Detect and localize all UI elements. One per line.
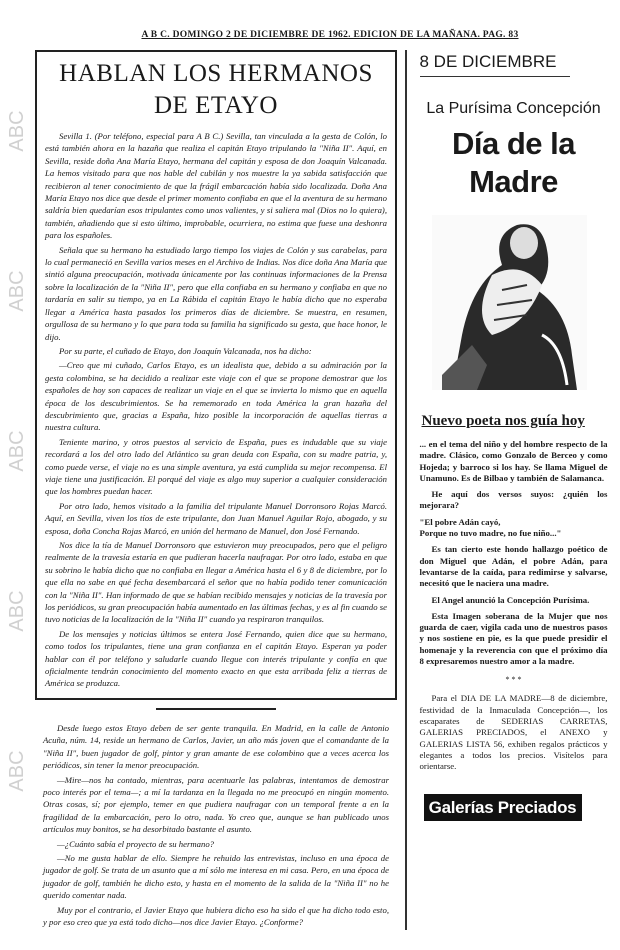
sidebar-paragraph: El Angel anunció la Concepción Purísima. — [431, 594, 590, 605]
article-paragraph: Desde luego estos Etayo deben de ser gente tranquila. En Madrid, en la calle de Antonio Acuña, núm. 14, reside un hermano de Carlos, Javier, un año más joven que el comandante de la "Niña II", buen jugador de golf, pintor y gran amante de ese colombino que a veces acerca los periódicos, sin tener la menor preocupación. — [43, 722, 389, 771]
sidebar-paragraph: Esta Imagen soberana de la Mujer que nos guarda de caer, vigila cada uno de nuestros pasos y nos sostiene en pie, es la que puede presidir el homenaje y la reverencia con que el próximo día 8 expresaremos nuestro amor a la madre. — [419, 610, 608, 667]
abc-watermark: ABC — [6, 110, 28, 152]
article-box — [35, 50, 397, 700]
sidebar-date: 8 DE DICIEMBRE — [420, 52, 570, 77]
article-continuation — [35, 700, 397, 929]
column-divider — [405, 50, 407, 930]
mother-child-illustration — [432, 215, 587, 390]
article-paragraph: —Creo que mi cuñado, Carlos Etayo, es un idealista que, debido a su admiración por la gesta colombina, se ha decidido a realizar este viaje con el que se propone demostrar que los españoles de hoy son capaces de realizar un viaje en el que se invierta lo mismo que en aquella época de los descubrimientos. Se ha rememorado en toda América la gran hazaña del descubrimiento que, gracias a España, hizo posible la incorporación de aquellas tierras a nuestra cultura. — [45, 360, 387, 433]
abc-watermark: ABC — [6, 430, 28, 472]
article-title: HABLAN LOS HERMANOS DE ETAYO — [59, 60, 373, 119]
article-paragraph: Muy por el contrario, el Javier Etayo que hubiera dicho eso ha sido el que ha dicho todo esto, y por eso creo que ya está todo dicho—nos dice Javier Etayo. ¿Conforme? — [43, 904, 389, 927]
sidebar-paragraph: ... en el tema del niño y del hombre respecto de la madre. Clásico, como Gonzalo de Berceo y como Hojeda; y barroco si los hay. Se llama Miguel de Unamuno. Es de Bilbao y también de Salamanca. — [419, 439, 608, 483]
page-header: A B C. DOMINGO 2 DE DICIEMBRE DE 1962. EDICION DE LA MAÑANA. PAG. 83 — [141, 30, 519, 40]
article-paragraph: —Mire—nos ha contado, mientras, para acentuarle las palabras, intentamos de demostrar poco interés por el tema—; a mí la tardanza en la llegada no me preocupó en ningún momento. Otras cosas, sí; por ejemplo, temer en que pudiera naufragar con un temporal frente a en la fragilidad de la embarcación, pero lo otro, nada. Yo creo que, aunque se han publicado unos artículos muy bonitos, se ha desorbitado bastante el asunto. — [43, 774, 389, 835]
section-title: Nuevo poeta nos guía hoy — [421, 413, 585, 429]
poem-line: "El pobre Adán cayó, — [419, 516, 501, 527]
sidebar-paragraph: Es tan cierto este hondo hallazgo poético de don Miguel que Adán, el pobre Adán, para levantarse de la caída, para redimirse y salvarse, necesitó que le naciera una madre. — [419, 544, 608, 589]
article-paragraph: —¿Cuánto sabía el proyecto de su hermano? — [57, 838, 215, 849]
sidebar-subtitle: La Purísima Concepción — [426, 100, 601, 117]
article-paragraph: Por otro lado, hemos visitado a la familia del tripulante Manuel Dorronsoro Rojas Marcó. Aquí, en Sevilla, viven los tíos de este tripulante, don Juan Manuel Aguilar Rojo, abogado, y su esposa, doña Concha Rojas Marcó, en unión del hermano de Manuel, don José Fernando. — [45, 500, 387, 536]
abc-watermark: ABC — [6, 270, 28, 312]
article-paragraph: Sevilla 1. (Por teléfono, especial para A B C.) Sevilla, tan vinculada a la gesta de Colón, lo está también ahora en la hazaña que realiza el capitán Etayo tripulando la "Niña II". Aquí, en Sevilla, reside doña Ana María Etayo, hermana del capitán y esposa de don Joaquín Valcanada. La hemos visitado para que nos hable del cubilán y nos muestre la ya sabida satisfacción que recibieron al tener conocimiento de que la frágil embarcación había sido localizada. Doña Ana María Etayo nos dice que desde el primer momento confiaba en que el la aventura de su hermano saldría bien quedarían esos tripulantes como unos valientes, y si saliera mal (Dios no lo quiera), también, añadiendo que si esto último, improbable, ocurriera, no estima que fuese una deshonra para los españoles. — [45, 131, 387, 241]
article-paragraph: Por su parte, el cuñado de Etayo, don Joaquín Valcanada, nos ha dicho: — [59, 345, 312, 356]
article-paragraph: Nos dice la tía de Manuel Dorronsoro que estuvieron muy preocupados, pero que el peligro realmente de la travesía estaría en que pudieran hacerla naufragar. Por otro lado, estaba en que su sobrino le había dicho que no confiaba en llegar a América hasta el 6 y 8 de diciembre, por lo que ella no sabe en qué fecha desembarcará el señor que no había podido tener comunicación con la "Niña II". Han informado de que se habían recibido mensajes y noticias de la travesía por los periódicos, su gran preocupación había aumentado en las últimas fechas, y es al fin cuando se tuvo noticias de la localización de la "Niña II" cuando ya respiraron tranquilos. — [45, 540, 387, 625]
abc-watermark: ABC — [6, 750, 28, 792]
galerias-preciados-logo: Galerías Preciados — [424, 794, 582, 821]
advertisement-text: Para el DIA DE LA MADRE—8 de diciembre, festividad de la Inmaculada Concepción—, los escaparates de SEDERIAS CARRETAS, GALERIAS PRECIADOS, el ANEXO y GALERIAS LISTA 56, exhiben regalos prácticos y elegantes a todos los precios. Visítelos para orientarse. — [419, 693, 608, 772]
article-paragraph: —No me gusta hablar de ello. Siempre he rehuido las entrevistas, incluso en una época de jugador de golf. Se trata de un asunto que a mí sólo me interesa en mi casa. Pero, en una época de jugador de golf, también he dicho esto, y hasta en el momento de la salida de la "Niña II" no he querido comentar nada. — [43, 852, 389, 901]
article-column — [35, 50, 397, 930]
separator-rule — [156, 708, 276, 710]
poem-line: Porque no tuvo madre, no fue niño..." — [419, 528, 562, 539]
section-separator: * * * — [505, 675, 522, 685]
sidebar-column — [420, 50, 608, 821]
sidebar-paragraph: He aquí dos versos suyos: ¿quién los mejorara? — [419, 489, 608, 511]
article-paragraph: De los mensajes y noticias últimos se entera José Fernando, quien dice que su hermano, como todos los tripulantes, tiene una gran confianza en el capitán Etayo. Esperan ya poder hablar con él por teléfono y saludarle cuando llegue con interés tripulante y confía en que oficialmente tendrán conocimiento del momento exacto en que esta arribada feliz a tierras de América se produzca. — [45, 628, 387, 689]
article-paragraph: Señala que su hermano ha estudiado largo tiempo los viajes de Colón y sus carabelas, para lo cual permaneció en Sevilla varios meses en el Archivo de Indias. Nos dice doña Ana María que sintió alguna preocupación, motivada únicamente por las continuas informaciones de la Prensa sobre la localización de la "Niña II", pero que ella confiaba en su hermano y confiaba en que no tardaría en salir su tiempo, ya en La Rábida el capitán Etayo le había dicho que no esperaba llegar a América hasta pasados los primeros días de diciembre. Se muestra, en resumen, orgullosa de su hermano y lo que para toda su familia ha significado su gesta, que hace honor, le dijo. — [45, 244, 387, 342]
article-paragraph: Teniente marino, y otros puestos al servicio de España, pues es indudable que su viaje recordará a los del otro lado del Atlántico su gran deuda con España, con su madre patria, y, como puede verse, el viaje no es una simple aventura, ya está cumplida su mejor recompensa. El viaje tiene una justificación. El porqué del viaje es algo muy superior a cualquier consideración que los hombres puedan hacer. — [45, 436, 387, 497]
abc-watermark: ABC — [6, 590, 28, 632]
sidebar-headline: Día de la Madre — [452, 126, 575, 199]
